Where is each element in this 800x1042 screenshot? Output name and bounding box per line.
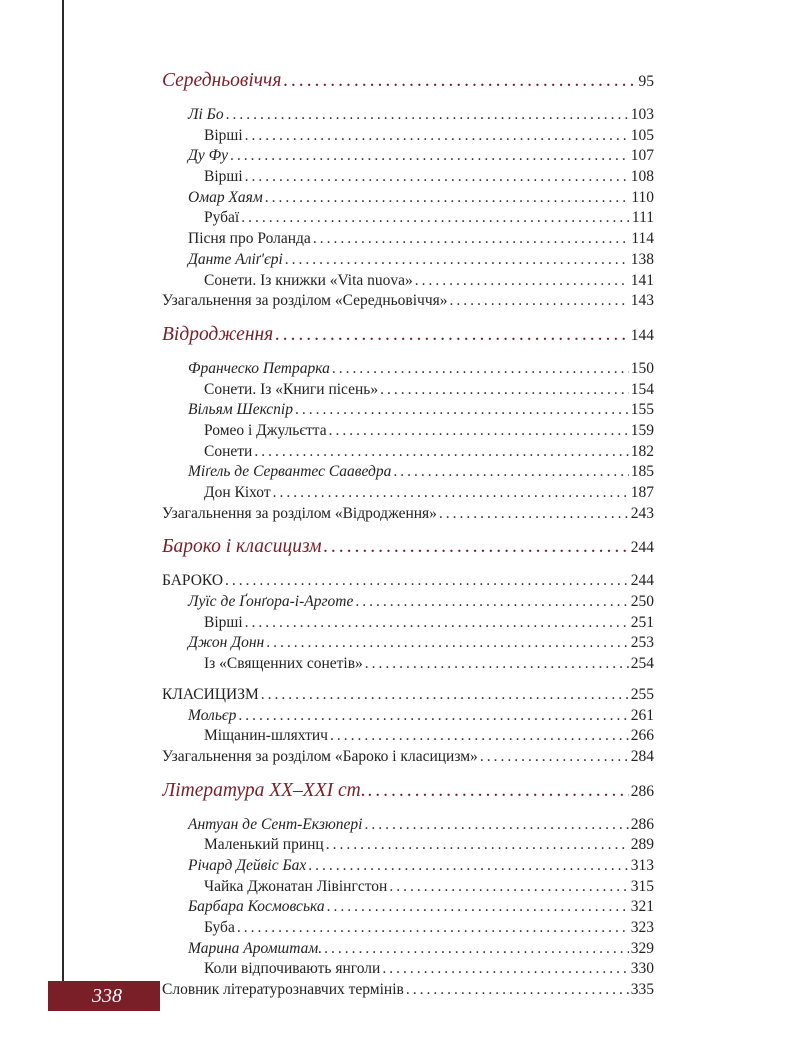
entry-title: Річард Дейвіс Бах bbox=[188, 856, 307, 874]
entry-title: Мольєр bbox=[188, 706, 237, 724]
entry-page: 108 bbox=[630, 168, 654, 186]
leader-dots bbox=[406, 980, 629, 1001]
entry-page: 313 bbox=[630, 856, 654, 874]
leader-dots bbox=[245, 167, 629, 188]
entry-page: 244 bbox=[630, 572, 654, 590]
leader-dots bbox=[245, 613, 629, 634]
entry-title: Сонети bbox=[204, 442, 253, 460]
entry-title: Чайка Джонатан Лівінгстон bbox=[204, 877, 388, 895]
entry-title: Ду Фу bbox=[188, 147, 228, 165]
entry-page: 150 bbox=[630, 359, 654, 377]
toc-entry[interactable] bbox=[162, 229, 654, 250]
page-number: 338 bbox=[92, 984, 122, 1007]
leader-dots bbox=[254, 442, 628, 463]
entry-title: Джон Донн bbox=[188, 634, 265, 652]
toc-entry[interactable] bbox=[162, 592, 654, 613]
leader-dots bbox=[332, 359, 629, 380]
entry-page: 159 bbox=[630, 421, 654, 439]
toc-entry[interactable] bbox=[162, 856, 654, 877]
toc-entry[interactable] bbox=[162, 400, 654, 421]
leader-dots bbox=[382, 959, 628, 980]
section-title: Відродження bbox=[162, 323, 274, 345]
entry-page: 251 bbox=[630, 613, 654, 631]
toc-entry[interactable] bbox=[162, 877, 654, 898]
entry-page: 187 bbox=[630, 484, 654, 501]
entry-title: Із «Священних сонетів» bbox=[204, 655, 363, 673]
section-page: 286 bbox=[630, 782, 654, 800]
entry-title: Барбара Космовська bbox=[188, 898, 325, 916]
leader-dots bbox=[327, 897, 629, 918]
entry-title: Узагальнення за розділом «Середньовіччя» bbox=[162, 292, 448, 310]
entry-title: Луїс де Ґонґора-і-Арготе bbox=[188, 593, 354, 611]
section-title: Бароко і класицизм bbox=[162, 536, 322, 558]
entry-title: Дон Кіхот bbox=[204, 484, 271, 501]
leader-dots bbox=[439, 504, 629, 525]
toc-entry[interactable] bbox=[162, 897, 654, 918]
leader-dots bbox=[245, 126, 629, 147]
entry-page: 266 bbox=[630, 727, 654, 745]
entry-page: 315 bbox=[630, 877, 654, 895]
leader-dots bbox=[326, 835, 629, 856]
entry-title: Міщанин-шляхтич bbox=[204, 727, 328, 745]
leader-dots bbox=[313, 229, 630, 250]
entry-page: 107 bbox=[630, 147, 654, 165]
entry-page: 143 bbox=[630, 292, 654, 310]
table-of-contents bbox=[162, 70, 654, 1001]
entry-page: 185 bbox=[630, 463, 654, 481]
entry-page: 243 bbox=[630, 504, 654, 522]
toc-entry[interactable] bbox=[162, 483, 654, 504]
toc-entry[interactable] bbox=[162, 726, 654, 747]
entry-title: Лі Бо bbox=[188, 106, 224, 123]
entry-page: 114 bbox=[631, 230, 654, 248]
leader-dots bbox=[330, 726, 629, 747]
toc-entry[interactable] bbox=[162, 359, 654, 380]
leader-dots bbox=[230, 146, 629, 167]
margin-rule bbox=[62, 0, 64, 1000]
leader-dots bbox=[355, 592, 628, 613]
toc-section-heading[interactable] bbox=[162, 536, 654, 563]
toc-entry[interactable] bbox=[162, 442, 654, 463]
entry-page: 105 bbox=[630, 126, 654, 144]
entry-page: 182 bbox=[630, 442, 654, 460]
leader-dots bbox=[480, 747, 629, 768]
leader-dots bbox=[226, 105, 629, 126]
section-page: 95 bbox=[638, 73, 654, 90]
leader-dots bbox=[283, 70, 636, 92]
entry-page: 138 bbox=[630, 250, 654, 268]
toc-entry[interactable] bbox=[162, 146, 654, 167]
leader-dots bbox=[368, 780, 629, 802]
leader-dots bbox=[308, 856, 629, 877]
toc-entry[interactable] bbox=[162, 208, 654, 229]
section-title: Література XX–XXI ст. bbox=[162, 779, 366, 801]
toc-entry[interactable] bbox=[162, 250, 654, 271]
toc-entry[interactable] bbox=[162, 380, 654, 401]
entry-page: 111 bbox=[631, 209, 654, 227]
leader-dots bbox=[238, 706, 628, 727]
toc-entry[interactable] bbox=[162, 835, 654, 856]
entry-title: Буба bbox=[204, 919, 235, 936]
leader-dots bbox=[237, 918, 629, 939]
leader-dots bbox=[450, 291, 629, 312]
entry-page: 154 bbox=[630, 380, 654, 398]
entry-page: 155 bbox=[630, 401, 654, 419]
toc-entry[interactable] bbox=[162, 815, 654, 836]
toc-entry[interactable] bbox=[162, 105, 654, 126]
leader-dots bbox=[285, 250, 629, 271]
entry-title: Омар Хаям bbox=[188, 188, 263, 206]
entry-page: 253 bbox=[630, 634, 654, 652]
leader-dots bbox=[225, 571, 629, 592]
leader-dots bbox=[273, 483, 629, 504]
leader-dots bbox=[365, 654, 629, 675]
page-number-badge bbox=[48, 981, 160, 1011]
toc-section-heading[interactable] bbox=[162, 324, 654, 351]
toc-section-heading[interactable] bbox=[162, 780, 654, 807]
leader-dots bbox=[275, 324, 629, 346]
leader-dots bbox=[389, 877, 628, 898]
entry-title: Вірші bbox=[204, 168, 243, 186]
section-title: Середньовіччя bbox=[162, 70, 282, 91]
entry-page: 141 bbox=[630, 271, 654, 289]
entry-page: 254 bbox=[630, 655, 654, 673]
toc-section-heading[interactable] bbox=[162, 70, 654, 97]
entry-page: 284 bbox=[630, 747, 654, 765]
entry-title: Данте Аліґ'єрі bbox=[188, 250, 283, 268]
entry-title: КЛАСИЦИЗМ bbox=[162, 685, 259, 703]
leader-dots bbox=[261, 685, 629, 706]
leader-dots bbox=[365, 815, 629, 836]
leader-dots bbox=[324, 536, 629, 558]
entry-page: 250 bbox=[630, 593, 654, 611]
entry-title: Вірші bbox=[204, 126, 243, 144]
leader-dots bbox=[393, 462, 628, 483]
entry-title: Антуан де Сент-Екзюпері bbox=[188, 815, 363, 833]
toc-entry[interactable] bbox=[162, 421, 654, 442]
leader-dots bbox=[295, 400, 629, 421]
toc-entry[interactable] bbox=[162, 918, 654, 939]
toc-entry[interactable] bbox=[162, 980, 654, 1001]
toc-entry[interactable] bbox=[162, 504, 654, 525]
entry-title: Ромео і Джульєтта bbox=[204, 421, 327, 439]
toc-entry[interactable] bbox=[162, 654, 654, 675]
entry-page: 255 bbox=[630, 685, 654, 703]
section-page: 244 bbox=[630, 539, 654, 557]
entry-title: Вільям Шекспір bbox=[188, 401, 293, 419]
toc-entry[interactable] bbox=[162, 633, 654, 654]
section-page: 144 bbox=[630, 326, 654, 344]
toc-entry[interactable] bbox=[162, 747, 654, 768]
leader-dots bbox=[380, 380, 629, 401]
toc-entry[interactable] bbox=[162, 706, 654, 727]
toc-entry[interactable] bbox=[162, 685, 654, 706]
entry-page: 329 bbox=[630, 939, 654, 957]
entry-page: 261 bbox=[630, 706, 654, 724]
entry-title: БАРОКО bbox=[162, 572, 224, 590]
entry-title: Міґель де Сервантес Сааведра bbox=[188, 463, 392, 481]
entry-title: Сонети. Із книжки «Vita nuova» bbox=[204, 271, 413, 289]
toc-entry[interactable] bbox=[162, 959, 654, 980]
entry-title: Пісня про Роланда bbox=[188, 230, 311, 248]
entry-title: Узагальнення за розділом «Бароко і класицизм» bbox=[162, 747, 478, 765]
entry-title: Коли відпочивають янголи bbox=[204, 960, 381, 978]
toc-entry[interactable] bbox=[162, 571, 654, 592]
entry-title: Словник літературознавчих термінів bbox=[162, 981, 404, 999]
toc-entry[interactable] bbox=[162, 271, 654, 292]
entry-page: 286 bbox=[630, 815, 654, 833]
toc-entry[interactable] bbox=[162, 939, 654, 960]
toc-entry[interactable] bbox=[162, 126, 654, 147]
entry-title: Сонети. Із «Книги пісень» bbox=[204, 380, 379, 398]
entry-title: Франческо Петрарка bbox=[188, 359, 330, 377]
entry-title: Вірші bbox=[204, 613, 243, 631]
entry-page: 289 bbox=[630, 836, 654, 854]
toc-entry[interactable] bbox=[162, 291, 654, 312]
leader-dots bbox=[415, 271, 629, 292]
leader-dots bbox=[324, 939, 629, 960]
toc-entry[interactable] bbox=[162, 462, 654, 483]
leader-dots bbox=[329, 421, 629, 442]
entry-page: 335 bbox=[630, 981, 654, 999]
entry-page: 321 bbox=[630, 898, 654, 916]
leader-dots bbox=[241, 208, 630, 229]
toc-entry[interactable] bbox=[162, 188, 654, 209]
entry-title: Узагальнення за розділом «Відродження» bbox=[162, 504, 437, 522]
entry-page: 323 bbox=[630, 919, 654, 936]
entry-page: 330 bbox=[630, 960, 654, 978]
entry-title: Маленький принц bbox=[204, 836, 324, 854]
entry-title: Рубаї bbox=[204, 209, 240, 227]
entry-page: 103 bbox=[630, 106, 654, 123]
leader-dots bbox=[266, 633, 629, 654]
toc-entry[interactable] bbox=[162, 613, 654, 634]
entry-title: Марина Аромштам. bbox=[188, 939, 323, 957]
toc-entry[interactable] bbox=[162, 167, 654, 188]
entry-page: 110 bbox=[631, 188, 654, 206]
leader-dots bbox=[265, 188, 630, 209]
